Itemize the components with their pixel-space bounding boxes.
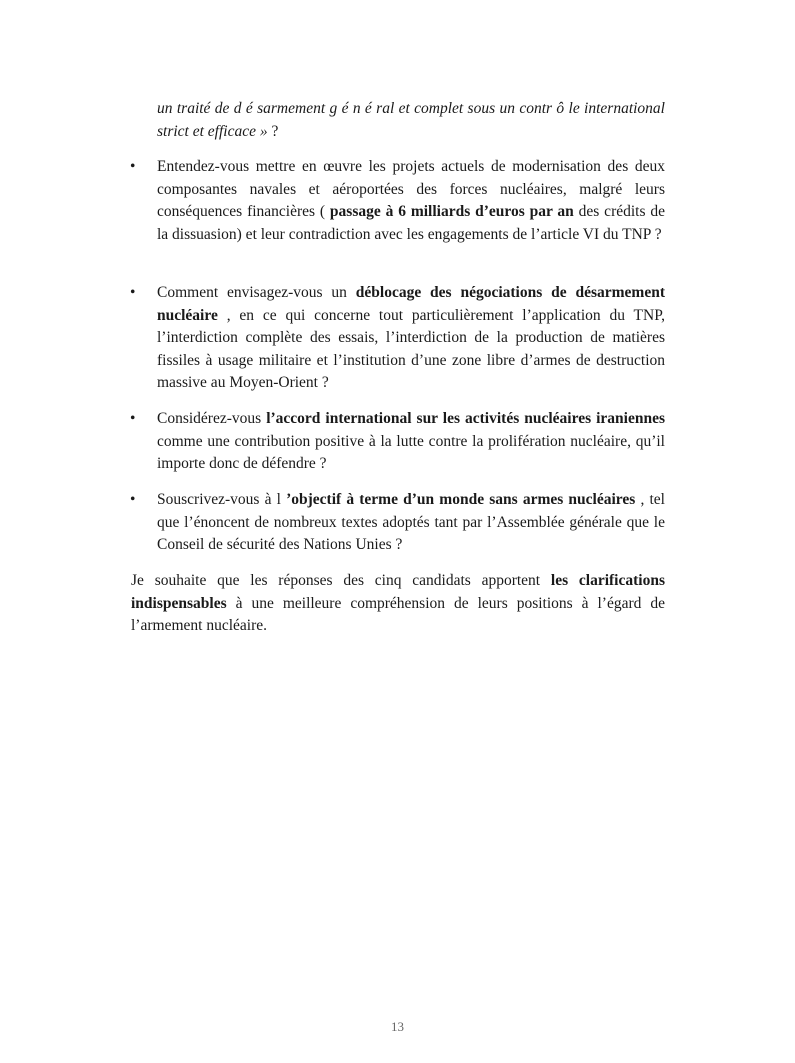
bullet-text: Comment envisagez-vous un (157, 284, 356, 301)
bullet-text: , tel que l’énoncent de nombreux textes adoptés tant par l’Assemblée générale que le Conseil de sécurité des Nations Unies ? (157, 491, 665, 553)
bullet-text: comme une contribution positive à la lutte contre la prolifération nucléaire, qu’il importe donc de défendre ? (157, 432, 665, 472)
closing-emphasis: les clarifications indispensables (131, 572, 665, 612)
bullet-text: Entendez-vous mettre en œuvre les projets actuels de modernisation des deux composantes navales et aéroportées des forces nucléaires, malgré leurs conséquences financières ( (157, 158, 665, 220)
bullet-emphasis: l’accord international sur les activités nucléaires iraniennes (266, 410, 666, 427)
bullet-item-negotiations (157, 282, 665, 395)
bullet-emphasis: déblocage des négociations de désarmement nucléaire (157, 284, 665, 324)
bullet-marker: • (130, 284, 136, 301)
bullet-text: des crédits de la dissuasion) et leur contradiction avec les engagements de l’article VI du TNP ? (157, 203, 665, 243)
bullet-marker: • (130, 158, 136, 175)
question-mark: ? (267, 122, 279, 140)
bullet-text: Souscrivez-vous à l (157, 491, 287, 508)
bullet-text: Considérez-vous (157, 410, 267, 427)
closing-paragraph (131, 570, 665, 638)
closing-text: à une meilleure compréhension de leurs positions à l’égard de l’armement nucléaire. (131, 594, 665, 634)
bullet-emphasis: ’objectif à terme d’un monde sans armes nucléaires (286, 491, 636, 508)
bullet-emphasis: passage à 6 milliards d’euros par an (325, 203, 574, 220)
closing-text: Je souhaite que les réponses des cinq candidats apportent (131, 572, 551, 589)
bullet-item-world-without-nukes (157, 489, 665, 557)
bullet-item-iran-accord (157, 408, 665, 476)
bullet-text: , en ce qui concerne tout particulièrement l’application du TNP, l’interdiction complète des essais, l’interdiction de la production de matières fissiles à usage militaire et l’institution d’une zone libre d’armes de destruction massive au Moyen-Orient ? (157, 306, 665, 391)
treaty-quote: un traité de d é sarmement g é n é ral et complet sous un contr ô le international strict et efficace » (157, 100, 665, 140)
bullet-item-modernisation (157, 156, 665, 246)
continuation-paragraph (157, 98, 665, 143)
bullet-marker: • (130, 410, 136, 427)
bullet-marker: • (130, 491, 136, 508)
page-number: 13 (391, 1019, 404, 1034)
